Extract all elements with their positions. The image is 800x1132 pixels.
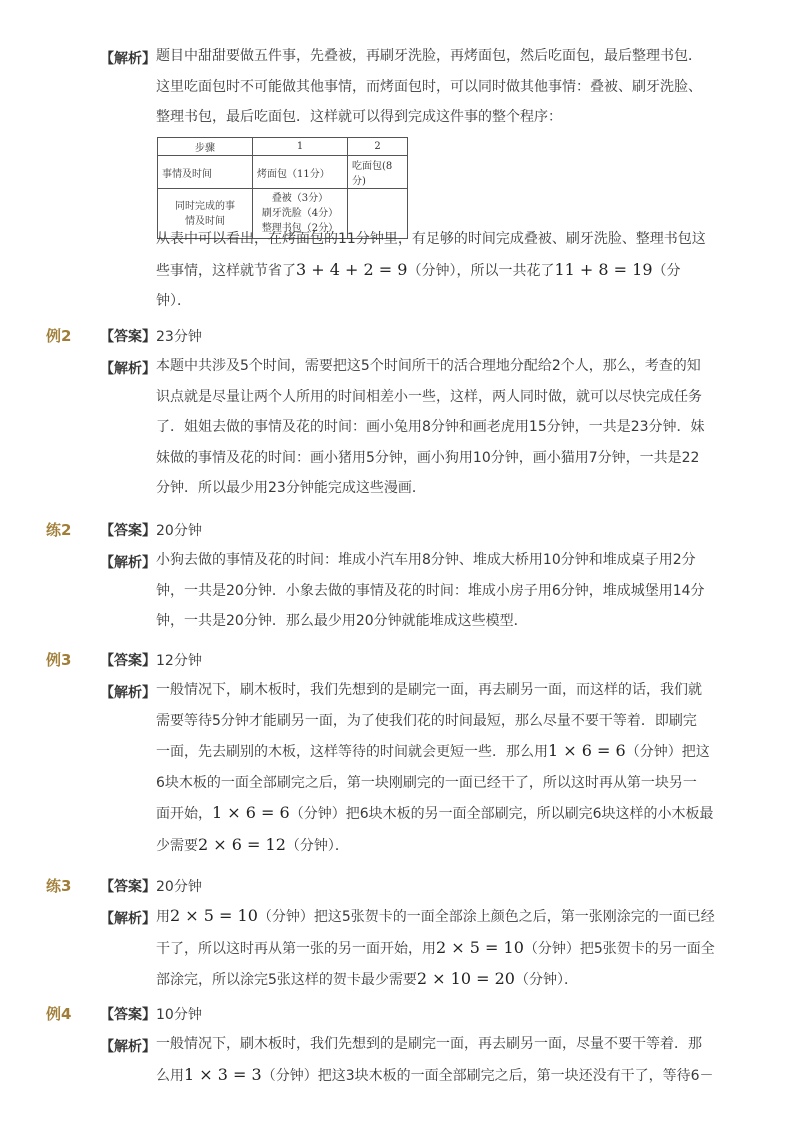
text-line: 题目中甜甜要做五件事，先叠被，再刷牙洗脸，再烤面包，然后吃面包，最后整理书包． bbox=[156, 48, 702, 64]
table-cell-line: 同时完成的事 bbox=[175, 200, 235, 212]
text-run: 一面，先去刷别的木板，这样等待的时间就会更短一些．那么用 bbox=[156, 744, 548, 760]
analysis-tag: 【解析】 bbox=[100, 1039, 156, 1055]
analysis-tag: 【解析】 bbox=[100, 361, 156, 377]
math-expression: 11 + 8 = 19 bbox=[554, 259, 653, 279]
math-expression: 2 × 5 = 10 bbox=[170, 906, 258, 925]
analysis-tag: 【解析】 bbox=[100, 685, 156, 701]
text-run: （分钟）把这 bbox=[625, 744, 710, 760]
math-expression: 1 × 6 = 6 bbox=[548, 741, 626, 760]
example-label: 例3 bbox=[46, 651, 72, 669]
answer-tag: 【答案】 bbox=[100, 653, 156, 669]
text-run: 么用 bbox=[156, 1067, 184, 1084]
text-run: （分钟）把这3块木板的一面全部刷完之后，第一块还没有干了，等待6－ bbox=[261, 1067, 714, 1084]
text-run: 部涂完，所以涂完5张这样的贺卡最少需要 bbox=[156, 972, 417, 988]
text-line: 识点就是尽量让两个人所用的时间相差小一些，这样，两人同时做，就可以尽快完成任务 bbox=[156, 388, 702, 405]
text-run: （分钟），所以一共花了 bbox=[407, 262, 555, 279]
text-line: 这里吃面包时不可能做其他事情，而烤面包时，可以同时做其他事情：叠被、刷牙洗脸、 bbox=[156, 78, 702, 95]
analysis-tag: 【解析】 bbox=[100, 51, 156, 67]
text-line: 钟，一共是20分钟．那么最少用20分钟就能堆成这些模型． bbox=[156, 613, 528, 629]
text-run: （分钟）． bbox=[514, 972, 578, 988]
text-line: 一般情况下，刷木板时，我们先想到的是刷完一面，再去刷另一面，而这样的话，我们就 bbox=[156, 682, 702, 698]
text-line: 分钟．所以最少用23分钟能完成这些漫画． bbox=[156, 480, 426, 496]
intro-analysis-continued bbox=[156, 224, 716, 317]
table-cell: 事情及时间 bbox=[158, 156, 253, 189]
answer-tag: 【答案】 bbox=[100, 1007, 156, 1023]
text-line: 钟，一共是20分钟．小象去做的事情及花的时间：堆成小房子用6分钟，堆成城堡用14分 bbox=[156, 582, 705, 599]
text-line: 6块木板的一面全部刷完之后，第一块刚刷完的一面已经干了，所以这时再从第一块另一 bbox=[156, 774, 697, 791]
text-line: 本题中共涉及5个时间，需要把这5个时间所干的活合理地分配给2个人，那么，考查的知 bbox=[156, 358, 701, 374]
answer-tag: 【答案】 bbox=[100, 523, 156, 539]
answer-value: 20分钟 bbox=[156, 879, 202, 895]
text-line: 一般情况下，刷木板时，我们先想到的是刷完一面，再去刷另一面，尽量不要干等着．那 bbox=[156, 1036, 702, 1052]
answer-value: 10分钟 bbox=[156, 1007, 202, 1023]
math-expression: 2 × 10 = 20 bbox=[416, 969, 515, 988]
math-expression: 1 × 6 = 6 bbox=[212, 803, 290, 822]
answer-tag: 【答案】 bbox=[100, 879, 156, 895]
text-line bbox=[156, 798, 716, 830]
table-cell: 烤面包（11分） bbox=[253, 156, 348, 189]
practice-label: 练2 bbox=[46, 521, 72, 539]
text-line bbox=[156, 933, 716, 965]
answer-value: 23分钟 bbox=[156, 329, 202, 345]
table-cell: 吃面包(8分) bbox=[348, 156, 408, 189]
text-line bbox=[156, 1060, 716, 1092]
example-label: 例2 bbox=[46, 327, 72, 345]
practice-label: 练3 bbox=[46, 877, 72, 895]
table-header-cell: 步骤 bbox=[158, 138, 253, 156]
text-run: 用 bbox=[156, 909, 170, 925]
table-cell-line: 整理书包（2分） bbox=[261, 223, 339, 234]
text-line bbox=[156, 964, 716, 996]
table-header-cell: 2 bbox=[348, 138, 408, 156]
text-line: 小狗去做的事情及花的时间：堆成小汽车用8分钟、堆成大桥用10分钟和堆成桌子用2分 bbox=[156, 552, 696, 568]
practice-analysis bbox=[156, 545, 716, 637]
answer-value: 12分钟 bbox=[156, 653, 202, 669]
math-expression: 2 × 5 = 10 bbox=[436, 937, 524, 957]
table-cell-line: 刷牙洗脸（4分） bbox=[261, 208, 339, 219]
text-line bbox=[156, 901, 716, 933]
analysis-tag: 【解析】 bbox=[100, 911, 156, 927]
answer-tag: 【答案】 bbox=[100, 329, 156, 345]
text-run: 些事情，这样就节省了 bbox=[156, 262, 296, 279]
table-cell-line: 叠被（3分） bbox=[271, 193, 329, 204]
math-expression: 3 + 4 + 2 = 9 bbox=[296, 259, 408, 279]
math-expression: 2 × 6 = 12 bbox=[198, 834, 286, 854]
text-run: （分钟）把这5张贺卡的一面全部涂上颜色之后，第一张刚涂完的一面已经 bbox=[257, 909, 715, 925]
text-line: 从表中可以看出，在烤面包的11分钟里，有足够的时间完成叠被、刷牙洗脸、整理书包这 bbox=[156, 231, 706, 247]
table-header-cell: 1 bbox=[253, 138, 348, 156]
practice-analysis bbox=[156, 901, 716, 996]
intro-analysis bbox=[156, 41, 716, 133]
text-line: 整理书包，最后吃面包．这样就可以得到完成这件事的整个程序： bbox=[156, 109, 562, 125]
text-run: （分 bbox=[652, 262, 681, 279]
text-run: 干了，所以这时再从第一张的另一面开始，用 bbox=[156, 940, 436, 957]
text-run: 面开始， bbox=[156, 806, 212, 822]
table-cell-line: 情及时间 bbox=[185, 215, 225, 227]
text-line bbox=[156, 736, 716, 768]
text-run: （分钟）． bbox=[285, 837, 349, 854]
text-line: 钟）． bbox=[156, 293, 191, 309]
text-run: （分钟）把5张贺卡的另一面全 bbox=[523, 940, 715, 957]
analysis-tag: 【解析】 bbox=[100, 555, 156, 571]
text-line: 了．姐姐去做的事情及花的时间：画小兔用8分钟和画老虎用15分钟，一共是23分钟．妹 bbox=[156, 419, 705, 435]
math-expression: 1 × 3 = 3 bbox=[184, 1064, 262, 1084]
text-line: 需要等待5分钟才能刷另一面，为了使我们花的时间最短，那么尽量不要干等着．即刷完 bbox=[156, 712, 697, 729]
example-label: 例4 bbox=[46, 1005, 72, 1023]
text-run: （分钟）把6块木板的另一面全部刷完，所以刷完6块这样的小木板最 bbox=[289, 806, 714, 822]
example-analysis bbox=[156, 675, 716, 861]
text-line: 妹做的事情及花的时间：画小猪用5分钟，画小狗用10分钟，画小猫用7分钟，一共是22 bbox=[156, 449, 700, 466]
example-analysis bbox=[156, 1029, 716, 1091]
text-line bbox=[156, 255, 716, 287]
text-run: 少需要 bbox=[156, 837, 198, 854]
text-line bbox=[156, 830, 716, 862]
example-analysis bbox=[156, 351, 716, 504]
answer-value: 20分钟 bbox=[156, 523, 202, 539]
